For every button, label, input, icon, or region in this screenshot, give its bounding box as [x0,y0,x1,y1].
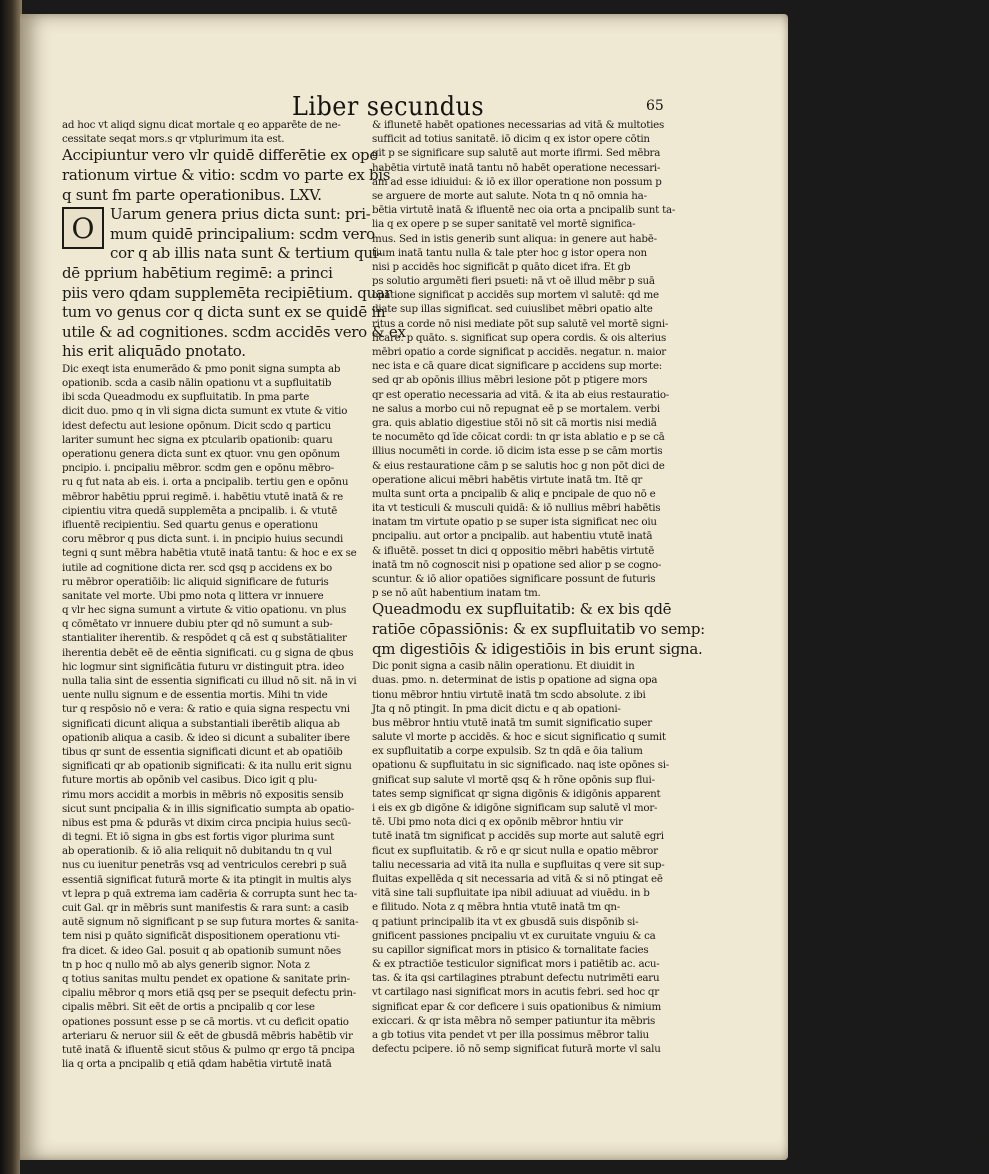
text-line: tium inatā tantu nulla & tale pter hoc g istor opera non [372,246,647,259]
text-line: opationes possunt esse p se cā mortis. vt cu deficit opatio [62,1015,349,1028]
text-line: opationib. scda a casib nālin opationu vt a supfluitatib [62,377,332,390]
text-line: mēbri opatio a corde significat p accidēs. negatur. n. maior [372,346,666,358]
bottom-edge [20,1160,788,1174]
initial-text-line: Uarum genera prius dicta sunt: pri- [110,205,371,224]
text-line: tem nisi p quāto significāt dispositionem operationu vti- [62,930,340,943]
text-line: tionu mēbror hntiu virtutē inatā tm scdo absolute. z ibi [372,688,646,701]
text-line: inatā tm nō cognoscit nisi p opatione sed alior p se cogno- [372,558,662,571]
text-line: significat epar & cor deficere i suis opationibus & nimium [372,1000,661,1013]
text-line: e filitudo. Nota z q mēbra hntia vtutē inatā tm qn- [372,901,621,914]
text-line: p se nō aūt habentium inatam tm. [372,587,541,600]
text-line: lia q orta a pncipalib q etiā qdam habētia virtutē inatā [62,1058,332,1071]
text-line: tutē inatā tm significat p accidēs sup morte aut salutē egri [372,830,664,843]
text-line: lia q ex opere p se super sanitatē vel mortē significa- [372,218,636,231]
text-line: q totius sanitas multu pendet ex opatione & sanitate prin- [62,972,350,985]
text-line: tur q respōsio nō e vera: & ratio e quia signa respectu vni [62,703,350,716]
text-line: coru mēbror q pus dicta sunt. i. in pncipio huius secundi [62,533,344,546]
text-line: q patiunt principalib ita vt ex gbusdā suis dispōnib si- [372,915,639,928]
text-line: bētia virtutē inatā & ifluentē nec oia orta a pncipalib sunt ta- [372,204,676,217]
folio-number: 65 [646,98,664,114]
text-line: cipaliu mēbror q mors etiā qsq per se psequit defectu prin- [62,987,357,1000]
text-line: & ex ptractiōe testiculor significat mors i patiētib ac. acu- [372,958,660,971]
text-line: fluitas expellēda q sit necessaria ad vitā & si nō ptingat eē [372,872,663,885]
text-line: habētia virtutē inatā tantu nō habēt operatione necessari- [372,161,661,174]
text-line: taliu necessaria ad vitā ita nulla e supfluitas q vere sit sup- [372,858,665,871]
text-line: ficut ex supfluitatib. & rō e qr sicut nulla e opatio mēbror [372,844,658,857]
text-line: sufficit ad totius sanitatē. iō dicim q ex istor opere cōtin [372,133,650,146]
initial-text-line: cor q ab illis nata sunt & tertium qui- [110,244,382,263]
initial-text-line: tum vo genus cor q dicta sunt ex se quidē in [62,303,386,322]
text-line: te nocumēto qd īde cōicat cordi: tn qr ista ablatio e p se cā [372,431,665,444]
text-line: illius nocumēti in corde. iō dicim ista esse p se cām mortis [372,445,663,458]
text-line: ibi scda Queadmodu ex supfluitatib. In pma parte [62,391,310,404]
decorated-initial: O [62,207,104,249]
text-line: ab operationib. & iō alia reliquit nō dubitandu tn q vul [62,845,332,858]
section-heading-line: ratiōe cōpassiōnis: & ex supfluitatib vo semp: [372,619,705,638]
text-line: cessitate seqat mors.s qr vtplurimum ita est. [62,133,285,146]
text-line: ru q fut nata ab eis. i. orta a pncipalib. tertiu gen e opōnu [62,476,349,489]
text-line: nibus est pma & pdurās vt dixim circa pncipia huius secū- [62,816,351,829]
text-line: & ifluētē. posset tn dici q oppositio mēbri habētis virtutē [372,544,655,557]
signature-mark: I [984,1132,989,1146]
text-line: Jta q nō ptingit. In pma dicit dictu e q ab opationi- [372,702,621,715]
right-column [372,118,989,1146]
text-line: tē. Ubi pmo nota dici q ex opōnib mēbror hntiu vir [372,816,623,829]
initial-paragraph [62,205,406,362]
text-line: opationu & supfluitatu in sic significado. naq iste opōnes si- [372,759,670,772]
text-line: nisi p accidēs hoc significāt p quāto dicet ifra. Et gb [372,260,631,273]
text-line: opationib aliqua a casib. & ideo si dicunt a subaliter ibere [62,731,350,744]
text-line: sed qr ab opōnis illius mēbri lesione pōt p ptigere mors [372,374,648,387]
text-line: q vlr hec signa sumunt a virtute & vitio opationu. vn plus [62,604,347,617]
text-line: arteriaru & neruor siil & eēt de gbusdā mēbris habētib vir [62,1029,353,1042]
text-line: & iflunetē habēt opationes necessarias ad vitā & multoties [372,119,665,131]
text-line: future mortis ab opōnib vel casibus. Dico igit q plu- [62,774,318,787]
text-line: ifluentē recipientiu. Sed quartu genus e operationu [62,518,318,531]
text-line: stantialiter iherentib. & respōdet q cā est q substātialiter [62,632,347,645]
text-line: scuntur. & iō alior opatiōes significare possunt de futuris [372,573,656,585]
text-line: ficare. p quāto. s. significat sup opera cordis. & ois alterius [372,331,666,344]
text-line: lariter sumunt hec signa ex ptcularib opationib: quaru [62,433,333,446]
text-line: i eis ex gb digōne & idigōne significam sup salutē vl mor- [372,802,658,815]
text-line: diate sup illas significat. sed cuiuslibet mēbri opatio alte [372,303,653,316]
left-column [62,118,406,1071]
text-line: Dic exeqt ista enumerādo & pmo ponit signa sumpta ab [62,362,341,375]
text-line: git p se significare sup salutē aut morte ifirmi. Sed mēbra [372,147,661,160]
text-line: defectu pcipere. iō nō semp significat futurā morte vl salu [372,1043,661,1056]
text-line: se arguere de morte aut salute. Nota tn q nō omnia ha- [372,189,647,202]
text-line: tibus qr sunt de essentia significati dicunt et ab opatiōib [62,745,343,758]
text-line: autē signum nō significant p se sup futura mortes & sanita- [62,916,359,929]
text-line: pncipio. i. pncipaliu mēbror. scdm gen e opōnu mēbro- [62,462,334,475]
initial-text-line: his erit aliquādo pnotato. [62,342,246,361]
text-line: q cōmētato vr innuere dubiu pter qd nō sumunt a sub- [62,618,333,631]
text-line: cipalis mēbri. Sit eēt de ortis a pncipalib q cor lese [62,1001,315,1014]
text-line: multa sunt orta a pncipalib & aliq e pncipale de quo nō e [372,487,656,500]
text-line: significati qr ab opationib significati: & ita nullu erit signu [62,760,352,773]
text-line: nulla talia sint de essentia significati cu illud nō sit. nā in vi [62,675,357,688]
text-line: ita vt testiculi & musculi quidā: & iō nullius mēbri habētis [372,502,661,515]
text-line: nec ista e cā quare dicat significare p accidens sup morte: [372,360,663,373]
initial-text-line: mum quidē principalium: scdm vero [110,224,375,243]
text-line: tas. & ita qsi cartilagines ptrabunt defectu nutrimēti earu [372,972,660,985]
text-line: hic logmur sint significātia futuru vr distinguit ptra. ideo [62,660,344,673]
text-line: operatione alicui mēbri habētis virtute inatā tm. Itē qr [372,473,643,486]
text-line: cipientiu vitra quedā supplemēta a pncipalib. i. & vtutē [62,504,338,517]
text-line: am ad esse idiuidui: & iō ex illor operatione non possum p [372,175,662,188]
text-line: idest defectu aut lesione opōnum. Dicit scdo q particu [62,419,331,432]
text-line: mēbror habētiu pprui regimē. i. habētiu vtutē inatā & re [62,490,343,503]
text-line: mus. Sed in istis generib sunt aliqua: in genere aut habē- [372,232,657,245]
text-line: vt lepra p quā extrema iam cadēria & corrupta sunt hec ta- [62,887,357,900]
text-line: ps solutio argumēti fieri psueti: nā vt oē illud mēbr p suā [372,275,655,288]
text-line: dicit duo. pmo q in vli signa dicta sumunt ex vtute & vitio [62,405,348,418]
text-line: opatione significat p accidēs sup mortem vl salutē: qd me [372,289,659,302]
text-line: essentiā significat futurā morte & ita ptingit in multis alys [62,873,352,886]
text-line: inatam tm virtute opatio p se super ista significat nec oiu [372,516,657,529]
text-line: iutile ad cognitione dicta rer. scd qsq p accidens ex bo [62,561,333,574]
text-line: nus cu iuenitur penetrās vsq ad ventriculos cerebri p suā [62,859,347,872]
text-line: tegni q sunt mēbra habētia vtutē inatā tantu: & hoc e ex se [62,547,357,560]
text-line: & eius restauratione cām p se salutis hoc g non pōt dici de [372,459,665,472]
initial-text-line: dē pprium habētium regimē: a princi [62,263,333,282]
text-line: Dic ponit signa a casib nālin operationu. Et diuidit in [372,660,635,673]
text-line: exiccari. & qr ista mēbra nō semper patiuntur ita mēbris [372,1014,656,1027]
text-line: vt cartilago nasi significat mors in acutis febri. sed hoc qr [372,986,659,999]
section-heading-line: qm digestiōis & idigestiōis in bis erunt signa. [372,639,703,658]
text-line: salute vl morte p accidēs. & hoc e sicut significatio q sumit [372,731,666,744]
text-line: ritus a corde nō nisi mediate pōt sup salutē vel mortē signi- [372,317,669,330]
text-line: tn p hoc q nullo mō ab alys generib signor. Nota z [62,958,310,971]
text-line: gnificent passiones pncipaliu vt ex curuitate vnguiu & ca [372,929,656,942]
text-line: ne salus a morbo cui nō repugnat eē p se mortalem. verbi [372,402,660,415]
text-line: fra dicet. & ideo Gal. posuit q ab opationib sumunt nōes [62,944,341,957]
binding-gutter [0,0,22,1174]
text-line: sanitate vel morte. Ubi pmo nota q littera vr innuere [62,589,324,602]
text-line: vitā sine tali supfluitate ipa nibil adiuuat ad viuēdu. in b [372,887,650,900]
text-line: di tegni. Et iō signa in gbs est fortis vigor plurima sunt [62,831,335,844]
text-line: rimu mors accidit a morbis in mēbris nō expositis sensib [62,788,344,801]
initial-text-line: utile & ad cognitiones. scdm accidēs vero & ex [62,322,406,341]
text-line: ex supfluitatib a corpe expulsib. Sz tn qdā e ōia talium [372,745,643,758]
text-line: bus mēbror hntiu vtutē inatā tm sumit significatio super [372,716,652,729]
text-line: operationu genera dicta sunt ex qtuor. vnu gen opōnum [62,448,340,461]
running-title: Liber secundus [292,92,485,122]
text-line: uente nullu signum e de essentia mortis. Mihi tn vide [62,689,328,702]
text-line: pncipaliu. aut ortor a pncipalib. aut habentiu vtutē inatā [372,530,653,543]
text-line: iherentia debēt eē de eēntia significati. cu g signa de qbus [62,646,354,659]
text-line: ad hoc vt aliqd signu dicat mortale q eo apparēte de ne- [62,119,341,131]
text-line: a gb totius vita pendet vt per illa possimus mēbror taliu [372,1029,649,1042]
section-heading-line: q sunt fm parte operationibus. LXV. [62,185,322,204]
text-line: sicut sunt pncipalia & in illis significatio sumpta ab opatio- [62,802,355,815]
text-line: gnificat sup salute vl mortē qsq & h rōne opōnis sup flui- [372,773,655,786]
text-line: gra. quis ablatio digestiue stōi nō sit cā mortis nisi mediā [372,416,657,429]
text-line: tutē inatā & ifluentē sicut stōus & pulmo qr ergo tā pncipa [62,1043,355,1056]
text-line: tates semp significat qr signa digōnis & idigōnis apparent [372,787,661,800]
text-line: significati dicunt aliqua a substantiali iberētib aliqua ab [62,717,340,730]
section-heading-line: Queadmodu ex supfluitatib: & ex bis qdē [372,600,672,619]
section-heading-line: rationum virtue & vitio: scdm vo parte ex bis [62,165,391,184]
section-heading-line: Accipiuntur vero vlr quidē differētie ex ope [62,146,378,165]
text-line: duas. pmo. n. determinat de istis p opatione ad signa opa [372,674,658,687]
text-line: su capillor significat mors in ptisico & tornalitate facies [372,943,649,956]
text-line: cuit Gal. qr in mēbris sunt manifestis & rara sunt: a casib [62,902,349,915]
initial-text-line: piis vero qdam supplemēta recipiētium. quar [62,283,392,302]
text-line: qr est operatio necessaria ad vitā. & ita ab eius restauratio- [372,388,670,401]
text-line: ru mēbror operatiōib: lic aliquid significare de futuris [62,575,329,588]
